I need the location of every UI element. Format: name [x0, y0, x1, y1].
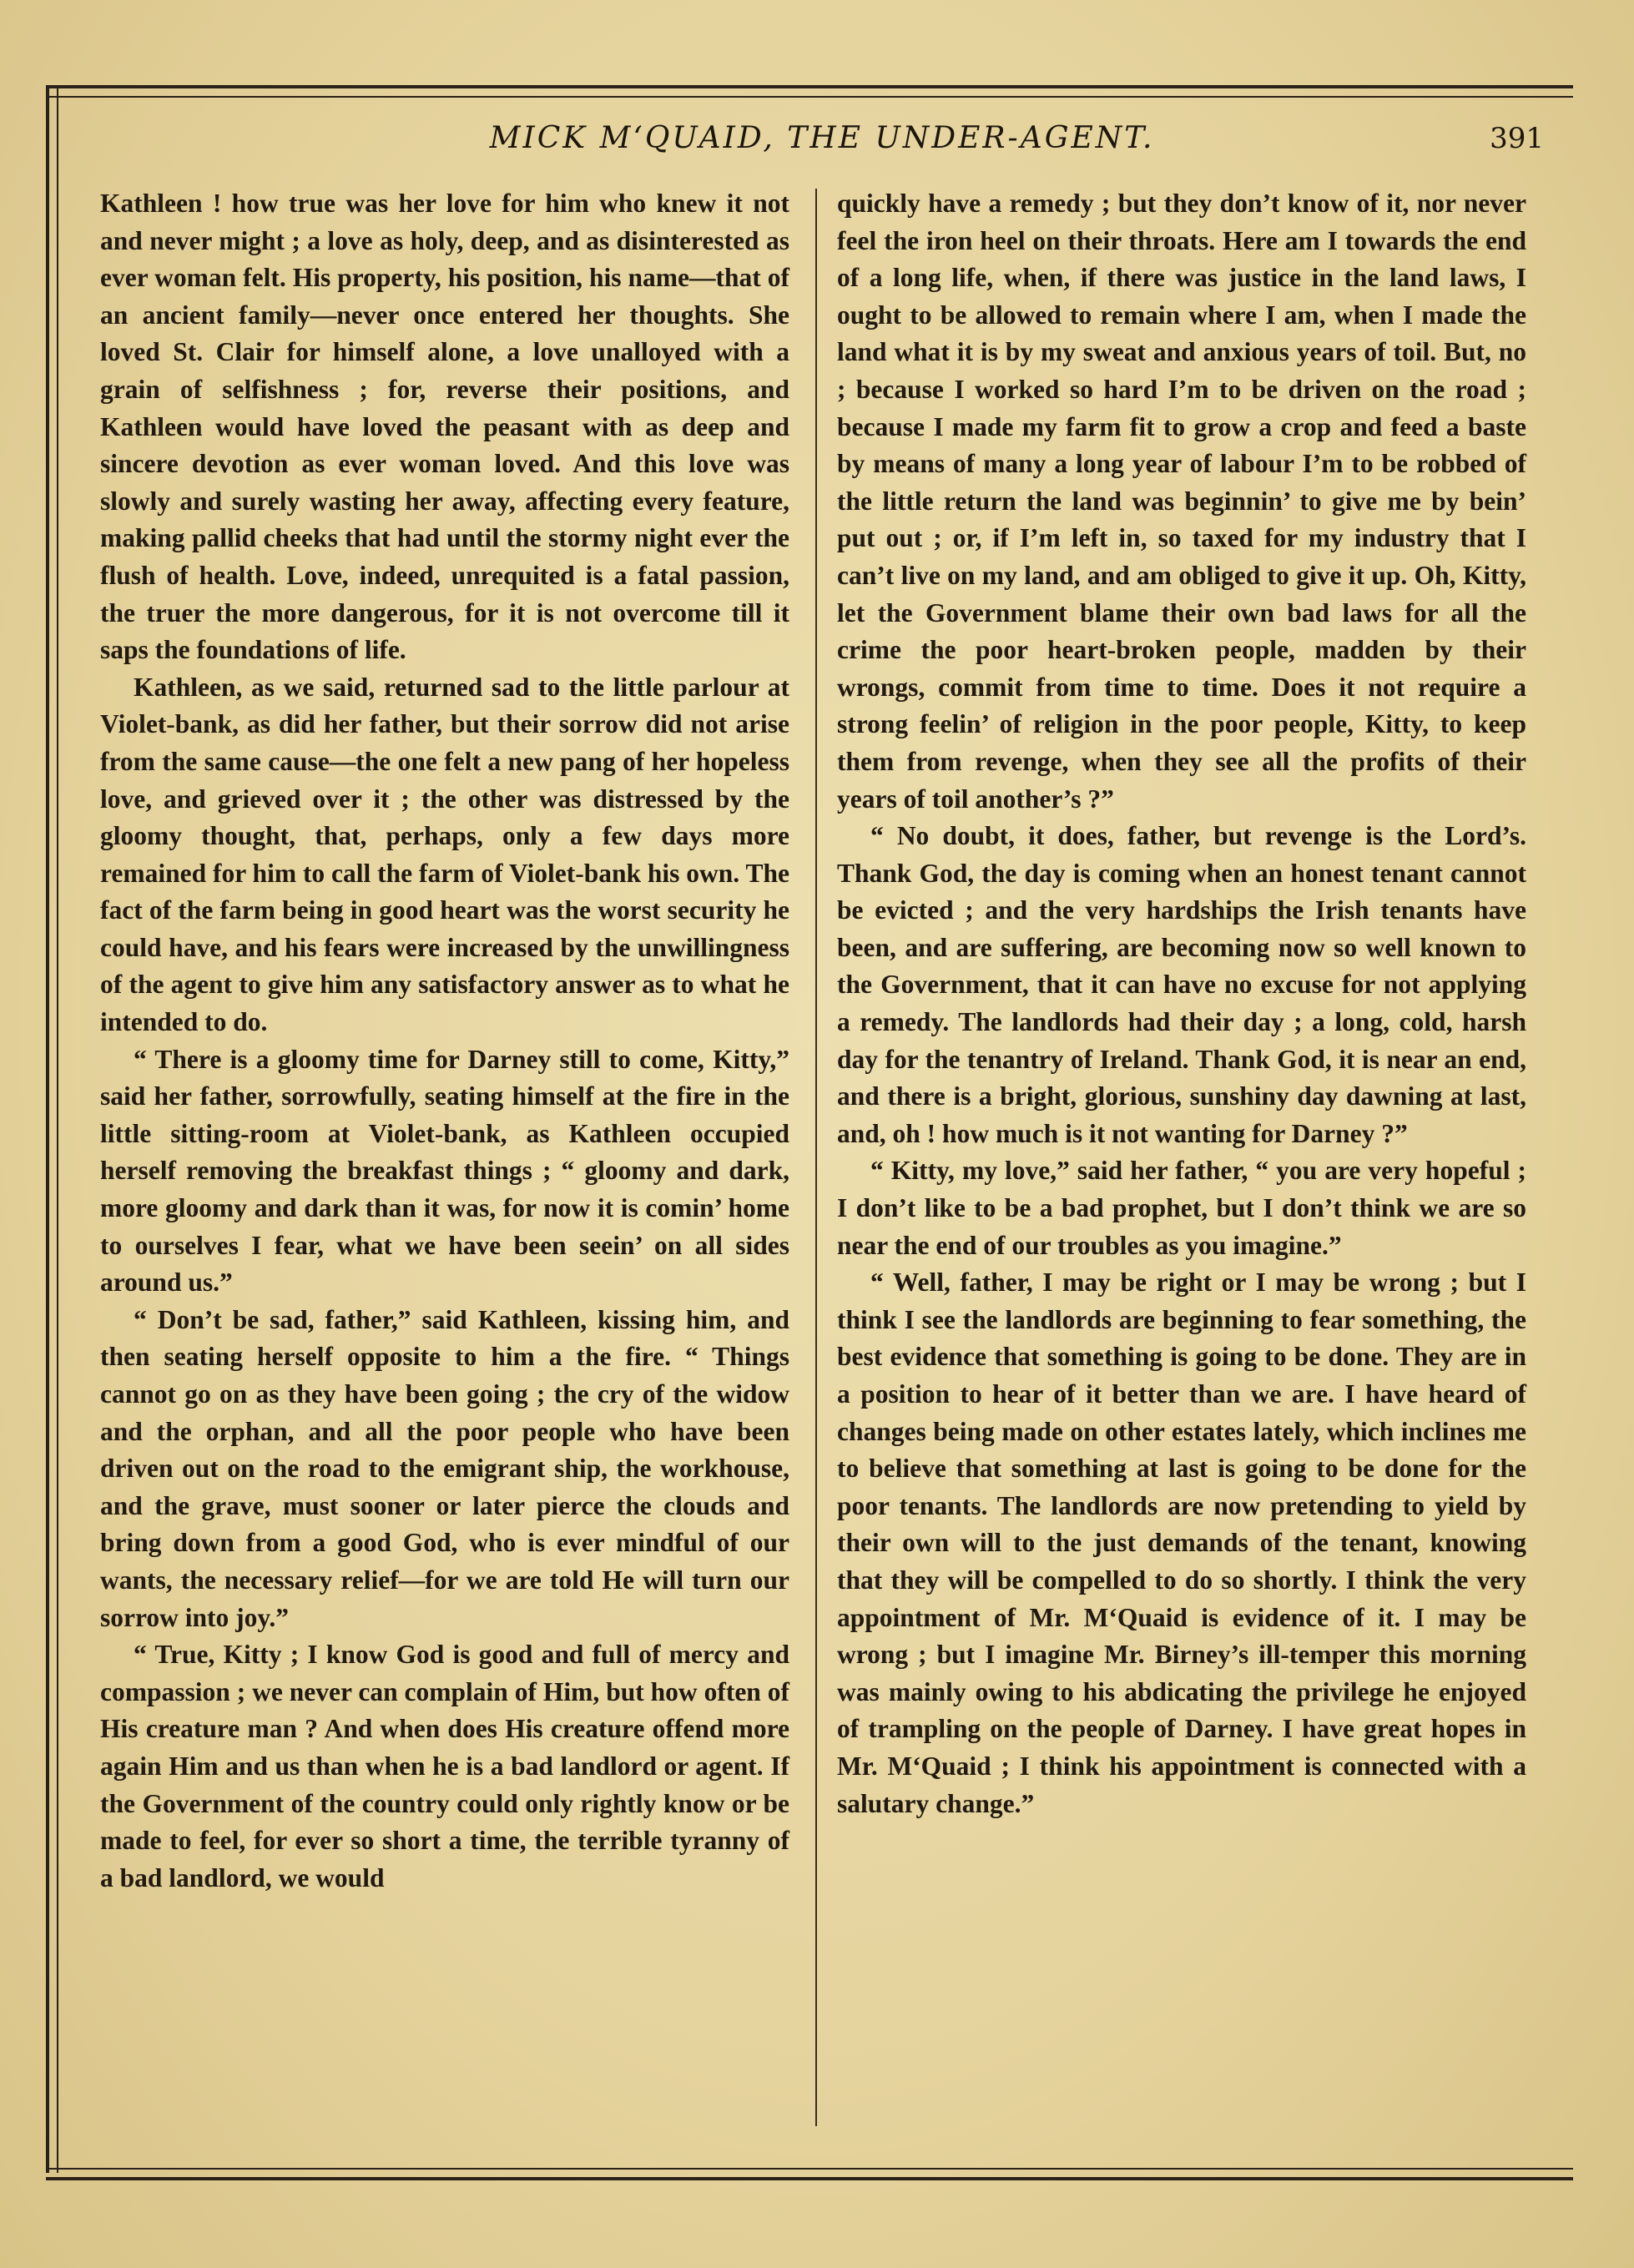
paragraph: “ Kitty, my love,” said her father, “ you are very hopeful ; I don’t like to be a bad prophet, but I don’t think we are so near the end of our troubles as you imagine.”	[837, 1156, 1526, 1260]
left-double-rule	[46, 87, 58, 2173]
running-title: MICK M‘QUAID, THE UNDER-AGENT.	[489, 121, 1155, 155]
paragraph: Kathleen, as we said, returned sad to the little parlour at Violet-bank, as did her father, but their sorrow did not arise from the same cause—the one felt a new pang of her hopeless love, and grieved over it ; the other was distressed by the gloomy thought, that, perhaps, only a few days more remained for him to call the farm of Violet-bank his own. The fact of the farm being in good heart was the worst security he could have, and his fears were increased by the unwillingness of the agent to give him any satisfactory answer as to what he intended to do.	[100, 672, 789, 1037]
right-column	[837, 185, 1526, 1822]
page-header	[100, 115, 1544, 162]
left-column	[100, 185, 789, 1897]
bottom-double-rule	[46, 2168, 1573, 2180]
paragraph: “ There is a gloomy time for Darney still to come, Kitty,” said her father, sorrowfully, seating himself at the fire in the little sitting-room at Violet-bank, as Kathleen occupied herself removing the breakfast things ; “ gloomy and dark, more gloomy and dark than it was, for now it is comin’ home to ourselves I fear, what we have been seein’ on all sides around us.”	[100, 1044, 789, 1298]
paragraph: quickly have a remedy ; but they don’t know of it, nor never feel the iron heel on their throats. Here am I towards the end of a long life, when, if there was justice in the land laws, I ought to be allowed to remain where I am, when I made the land what it is by my sweat and anxious years of toil. But, no ; because I worked so hard I’m to be driven on the road ; because I made my farm fit to grow a crop and feed a baste by means of many a long year of labour I’m to be robbed of the little return the land was beginnin’ to give me by bein’ put out ; or, if I’m left in, so taxed for my industry that I can’t live on my land, and am obliged to give it up. Oh, Kitty, let the Government blame their own bad laws for all the crime the poor heart-broken people, madden by their wrongs, commit from time to time. Does it not require a strong feelin’ of religion in the poor people, Kitty, to keep them from revenge, when they see all the profits of their years of toil another’s ?”	[837, 189, 1526, 814]
paragraph: “ Don’t be sad, father,” said Kathleen, kissing him, and then seating herself opposite to him a the fire. “ Things cannot go on as they have been going ; the cry of the widow and the orphan, and all the poor people who have been driven out on the road to the emigrant ship, the workhouse, and the grave, must sooner or later pierce the clouds and bring down from a good God, who is ever mindful of our wants, the necessary relief—for we are told He will turn our sorrow into joy.”	[100, 1304, 789, 1632]
paragraph: Kathleen ! how true was her love for him who knew it not and never might ; a love as holy, deep, and as disinterested as ever woman felt. His property, his position, his name—that of an ancient family—never once entered her thoughts. She loved St. Clair for himself alone, a love unalloyed with a grain of selfishness ; for, reverse their positions, and Kathleen would have loved the peasant with as deep and sincere devotion as ever woman loved. And this love was slowly and surely wasting her away, affecting every feature, making pallid cheeks that had until the stormy night ever the flush of health. Love, indeed, unrequited is a fatal passion, the truer the more dangerous, for it is not overcome till it saps the foundations of life.	[100, 189, 789, 665]
top-double-rule	[46, 85, 1573, 98]
paragraph: “ Well, father, I may be right or I may be wrong ; but I think I see the landlords are beginning to fear something, the best evidence that something is going to be done. They are in a position to hear of it better than we are. I have heard of changes being made on other estates lately, which inclines me to believe that something at last is going to be done for the poor tenants. The landlords are now pretending to yield by their own will to the just demands of the tenant, knowing that they will be compelled to do so shortly. I think the very appointment of Mr. M‘Quaid is evidence of it. I may be wrong ; but I imagine Mr. Birney’s ill-temper this morning was mainly owing to his abdicating the privilege he enjoyed of trampling on the people of Darney. I have great hopes in Mr. M‘Quaid ; I think his appointment is connected with a salutary change.”	[837, 1268, 1526, 1818]
column-divider	[815, 189, 817, 2126]
paragraph: “ True, Kitty ; I know God is good and full of mercy and compassion ; we never can complain of Him, but how often of His creature man ? And when does His creature offend more again Him and us than when he is a bad landlord or agent. If the Government of the country could only rightly know or be made to feel, for ever so short a time, the terrible tyranny of a bad landlord, we would	[100, 1640, 789, 1893]
page-number: 391	[1490, 122, 1544, 155]
paragraph: “ No doubt, it does, father, but revenge is the Lord’s. Thank God, the day is coming when an honest tenant cannot be evicted ; and the very hardships the Irish tenants have been, and are suffering, are becoming now so well known to the Government, that it can have no excuse for not applying a remedy. The landlords had their day ; a long, cold, harsh day for the tenantry of Ireland. Thank God, it is near an end, and there is a bright, glorious, sunshiny day dawning at last, and, oh ! how much is it not wanting for Darney ?”	[837, 821, 1526, 1148]
